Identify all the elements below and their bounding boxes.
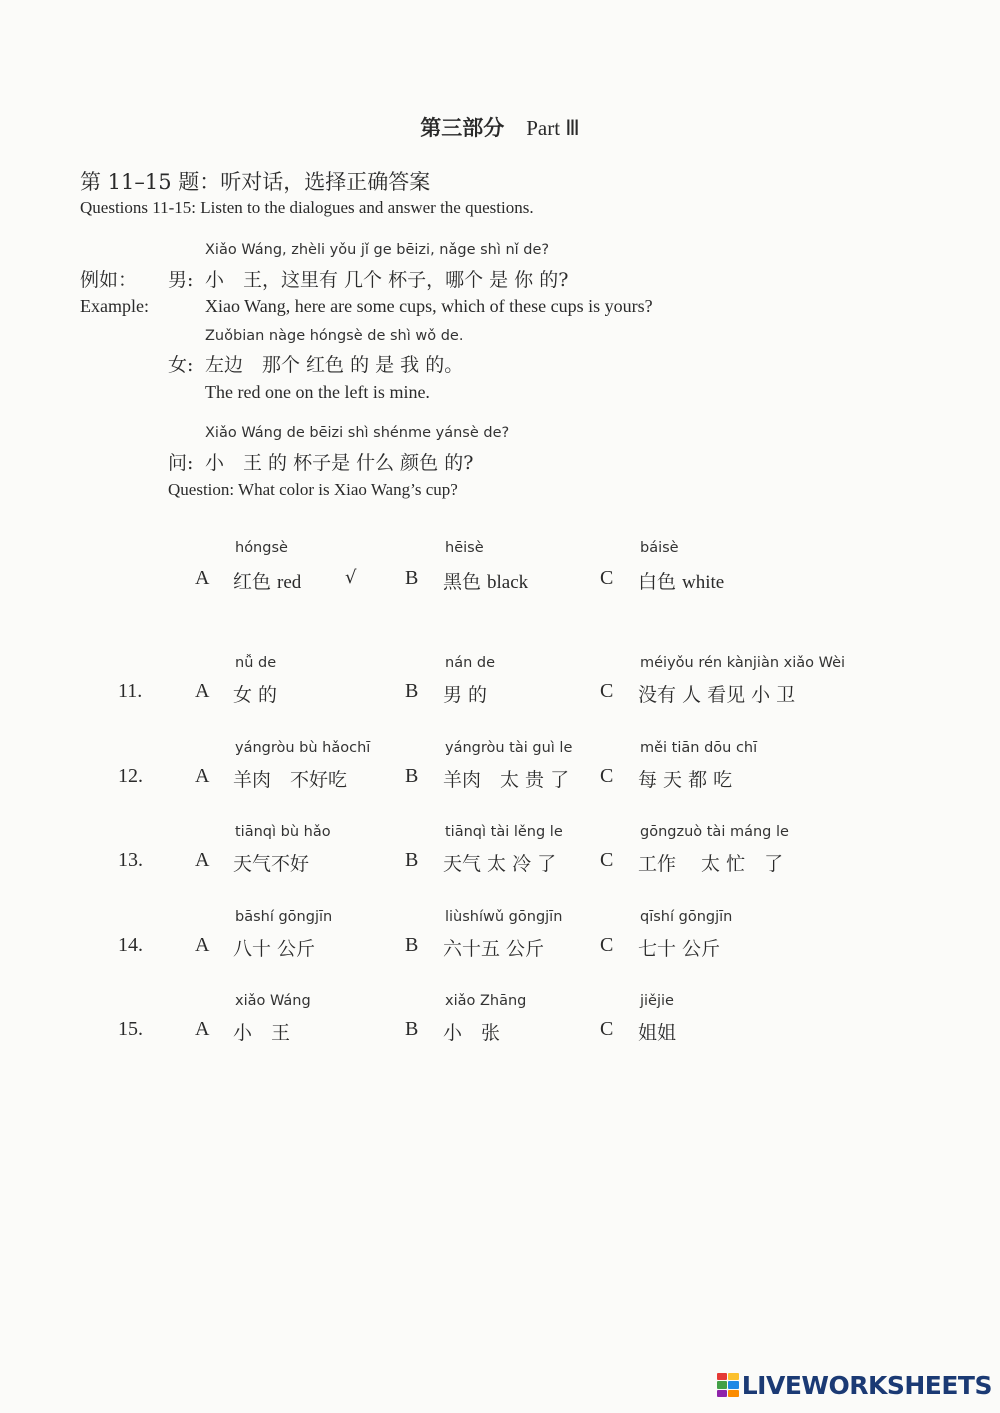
q14-a-letter[interactable]: A: [195, 934, 210, 956]
q15-b-letter[interactable]: B: [405, 1018, 419, 1040]
q14-a-text: 八十 公斤: [233, 938, 316, 960]
q13-a-letter[interactable]: A: [195, 849, 210, 871]
q11-c-pinyin: méiyǒu rén kànjiàn xiǎo Wèi: [640, 655, 846, 671]
q12-b-letter[interactable]: B: [405, 765, 419, 787]
q12-b-pinyin: yángròu tài guì le: [445, 740, 573, 756]
q12-a-text: 羊肉 不好吃: [233, 769, 348, 791]
question-11-number: 11.: [118, 680, 143, 702]
example-option-a-pinyin: hóngsè: [235, 540, 288, 556]
q12-c-letter[interactable]: C: [600, 765, 614, 787]
q15-c-letter[interactable]: C: [600, 1018, 614, 1040]
question-14-number: 14.: [118, 934, 143, 956]
liveworksheets-logo-icon: [717, 1373, 739, 1397]
example-man-zh: 小 王，这里有 几个 杯子，哪个 是 你 的?: [205, 269, 569, 291]
q15-c-pinyin: jiějie: [640, 993, 674, 1009]
q12-b-text: 羊肉 太 贵 了: [443, 769, 570, 791]
q14-b-pinyin: liùshíwǔ gōngjīn: [445, 909, 563, 925]
liveworksheets-watermark: [717, 1369, 992, 1401]
example-woman-en: The red one on the left is mine.: [205, 382, 430, 402]
q11-a-pinyin: nǚ de: [235, 655, 277, 671]
page-title: [0, 112, 1000, 142]
example-option-b-letter: B: [405, 567, 419, 589]
q13-b-letter[interactable]: B: [405, 849, 419, 871]
watermark-text: LIVEWORKSHEETS: [741, 1370, 992, 1400]
page-title-en: Part Ⅲ: [526, 116, 580, 140]
q15-a-text: 小 王: [233, 1022, 291, 1044]
logo-block: [728, 1373, 739, 1380]
q13-b-text: 天气 太 冷 了: [443, 853, 557, 875]
q12-a-pinyin: yángròu bù hǎochī: [235, 740, 371, 756]
q14-c-text: 七十 公斤: [638, 938, 721, 960]
logo-block: [717, 1381, 728, 1388]
q13-a-pinyin: tiānqì bù hǎo: [235, 824, 331, 840]
q13-c-pinyin: gōngzuò tài máng le: [640, 824, 789, 840]
example-woman-zh: 左边 那个 红色 的 是 我 的。: [205, 354, 464, 376]
example-option-a: [233, 567, 301, 594]
example-option-b-en: black: [487, 572, 529, 593]
example-option-a-zh: 红色: [233, 571, 272, 593]
q13-b-pinyin: tiānqì tài lěng le: [445, 824, 563, 840]
example-question-en: Question: What color is Xiao Wang’s cup?: [168, 480, 458, 499]
q11-c-text: 没有 人 看见 小 卫: [638, 684, 796, 706]
example-option-b: [443, 567, 528, 594]
example-woman-pinyin: Zuǒbian nàge hóngsè de shì wǒ de.: [205, 328, 464, 344]
example-option-b-zh: 黑色: [443, 571, 482, 593]
logo-block: [717, 1373, 728, 1380]
instructions-en: Questions 11-15: Listen to the dialogues and answer the questions.: [80, 198, 534, 217]
q15-a-pinyin: xiǎo Wáng: [235, 993, 311, 1009]
logo-block: [728, 1381, 739, 1388]
q15-b-text: 小 张: [443, 1022, 501, 1044]
question-13-number: 13.: [118, 849, 143, 871]
q14-a-pinyin: bāshí gōngjīn: [235, 909, 333, 925]
question-12-number: 12.: [118, 765, 143, 787]
q13-a-text: 天气不好: [233, 853, 310, 875]
example-option-b-pinyin: hēisè: [445, 540, 484, 556]
example-man-en: Xiao Wang, here are some cups, which of these cups is yours?: [205, 296, 653, 316]
logo-block: [728, 1390, 739, 1397]
question-15-number: 15.: [118, 1018, 143, 1040]
example-option-c: [638, 567, 724, 594]
q11-a-text: 女 的: [233, 684, 278, 706]
q11-a-letter[interactable]: A: [195, 680, 210, 702]
q15-a-letter[interactable]: A: [195, 1018, 210, 1040]
checkmark-icon: √: [345, 567, 357, 588]
example-option-c-pinyin: báisè: [640, 540, 679, 556]
q15-c-text: 姐姐: [638, 1022, 677, 1044]
q13-c-text: 工作 太 忙 了: [638, 853, 784, 875]
q11-b-text: 男 的: [443, 684, 488, 706]
q14-b-letter[interactable]: B: [405, 934, 419, 956]
example-option-a-en: red: [277, 572, 302, 593]
example-option-c-letter: C: [600, 567, 614, 589]
example-question-speaker: 问:: [168, 452, 194, 474]
example-man-pinyin: Xiǎo Wáng, zhèli yǒu jǐ ge bēizi, nǎge shì nǐ de?: [205, 242, 550, 258]
q14-b-text: 六十五 公斤: [443, 938, 545, 960]
instructions-zh: 第 11–15 题：听对话，选择正确答案: [80, 170, 431, 194]
q13-c-letter[interactable]: C: [600, 849, 614, 871]
q14-c-pinyin: qīshí gōngjīn: [640, 909, 733, 925]
q11-c-letter[interactable]: C: [600, 680, 614, 702]
q14-c-letter[interactable]: C: [600, 934, 614, 956]
q11-b-pinyin: nán de: [445, 655, 495, 671]
q12-a-letter[interactable]: A: [195, 765, 210, 787]
example-question-pinyin: Xiǎo Wáng de bēizi shì shénme yánsè de?: [205, 425, 510, 441]
q12-c-pinyin: měi tiān dōu chī: [640, 740, 758, 756]
logo-block: [717, 1390, 728, 1397]
example-question-zh: 小 王 的 杯子是 什么 颜色 的?: [205, 452, 474, 474]
example-option-c-en: white: [682, 572, 725, 593]
page-title-zh: 第三部分: [420, 115, 505, 140]
example-man-speaker: 男:: [168, 269, 194, 291]
example-option-c-zh: 白色: [638, 571, 677, 593]
example-label-en: Example:: [80, 296, 149, 316]
q12-c-text: 每 天 都 吃: [638, 769, 733, 791]
example-label-zh: 例如：: [80, 269, 138, 291]
example-woman-speaker: 女:: [168, 354, 194, 376]
q15-b-pinyin: xiǎo Zhāng: [445, 993, 527, 1009]
q11-b-letter[interactable]: B: [405, 680, 419, 702]
example-option-a-letter: A: [195, 567, 210, 589]
